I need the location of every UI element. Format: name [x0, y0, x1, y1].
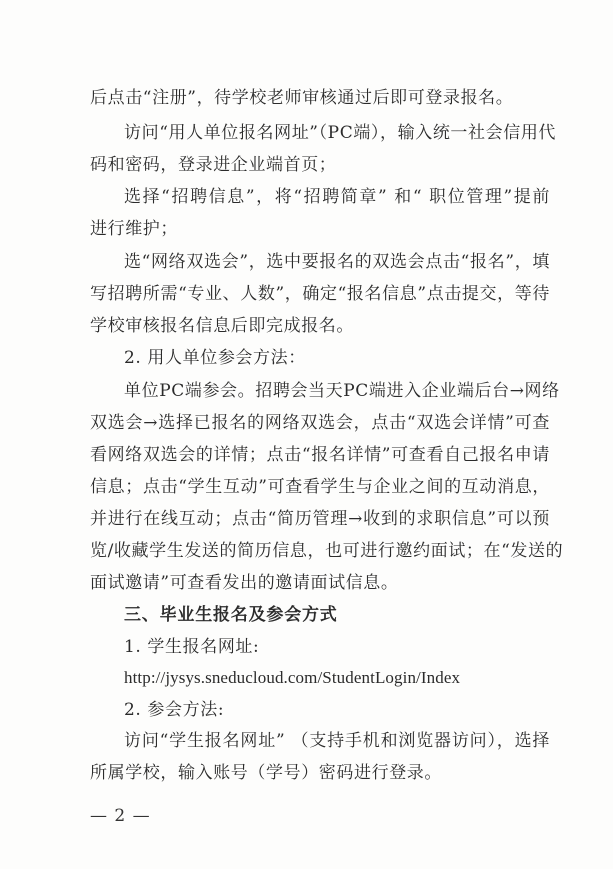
subsection-heading: 2. 用人单位参会方法： [124, 348, 306, 368]
paragraph-line: 信息；点击“学生互动”可查看学生与企业之间的互动消息， [90, 477, 550, 497]
paragraph-line: 看网络双选会的详情；点击“报名详情”可查看自己报名申请 [90, 445, 550, 465]
paragraph-line: 所属学校，输入账号（学号）密码进行登录。 [90, 763, 442, 783]
paragraph-line: 览/收藏学生发送的简历信息，也可进行邀约面试；在“发送的 [90, 541, 564, 561]
paragraph-line: 写招聘所需“专业、人数”，确定“报名信息”点击提交，等待 [90, 284, 550, 304]
paragraph-line: 访问“用人单位报名网址”（PC端），输入统一社会信用代 [124, 123, 557, 143]
paragraph-line: 选择“招聘信息”，将“招聘简章” 和“ 职位管理”提前 [124, 187, 550, 207]
paragraph-line: 双选会→选择已报名的网络双选会，点击“双选会详情”可查 [90, 413, 550, 433]
section-heading: 三、毕业生报名及参会方式 [124, 605, 338, 625]
paragraph-line: 选“网络双选会”，选中要报名的双选会点击“报名”，填 [124, 252, 550, 272]
subsection-heading: 1. 学生报名网址: [124, 637, 260, 657]
subsection-heading: 2. 参会方法: [124, 700, 225, 720]
paragraph-line: 访问“学生报名网址” （支持手机和浏览器访问），选择 [124, 731, 550, 751]
page-number: — 2 — [90, 806, 151, 826]
paragraph-line: 学校审核报名信息后即完成报名。 [90, 316, 354, 336]
paragraph-line: 进行维护； [90, 219, 178, 239]
paragraph-line: 后点击“注册”，待学校老师审核通过后即可登录报名。 [90, 88, 514, 108]
student-registration-url: http://jysys.sneducloud.com/StudentLogin/Index [124, 668, 461, 687]
paragraph-line: 码和密码，登录进企业端首页； [90, 155, 337, 175]
paragraph-line: 并进行在线互动；点击“简历管理→收到的求职信息”可以预 [90, 509, 550, 529]
paragraph-line: 单位PC端参会。招聘会当天PC端进入企业端后台→网络 [124, 381, 560, 401]
paragraph-line: 面试邀请”可查看发出的邀请面试信息。 [90, 573, 399, 593]
